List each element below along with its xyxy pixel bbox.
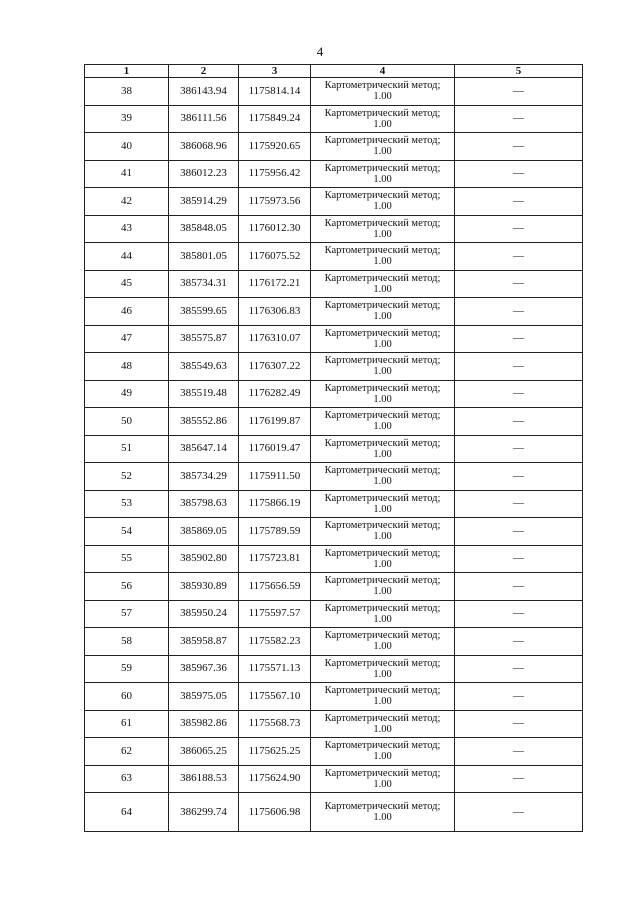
note-dash: —	[513, 634, 524, 647]
note-cell	[455, 573, 583, 601]
column-header: 1	[85, 65, 169, 78]
point-number-cell: 63	[85, 765, 169, 793]
table-row	[85, 435, 583, 463]
method-text: Картометрический метод;	[324, 107, 441, 119]
method-text: Картометрический метод;	[324, 630, 441, 642]
method-text: Картометрический метод;	[324, 300, 441, 312]
note-cell	[455, 160, 583, 188]
table-row	[85, 793, 583, 832]
note-dash: —	[513, 772, 524, 785]
accuracy-text: 1.00	[373, 338, 392, 350]
point-number-cell: 42	[85, 188, 169, 216]
table-row	[85, 270, 583, 298]
x-coordinate-cell: 385914.29	[169, 188, 239, 216]
note-dash: —	[513, 469, 524, 482]
table-row	[85, 353, 583, 381]
point-number-cell: 44	[85, 243, 169, 271]
method-text: Картометрический метод;	[324, 657, 441, 669]
method-cell	[311, 545, 455, 573]
method-cell	[311, 435, 455, 463]
note-cell	[455, 490, 583, 518]
note-cell	[455, 710, 583, 738]
note-cell	[455, 78, 583, 106]
method-cell	[311, 78, 455, 106]
x-coordinate-cell: 385902.80	[169, 545, 239, 573]
note-cell	[455, 188, 583, 216]
method-cell	[311, 628, 455, 656]
point-number-cell: 40	[85, 133, 169, 161]
method-text: Картометрический метод;	[324, 712, 441, 724]
y-coordinate-cell: 1175625.25	[239, 738, 311, 766]
y-coordinate-cell: 1175582.23	[239, 628, 311, 656]
method-text: Картометрический метод;	[324, 437, 441, 449]
y-coordinate-cell: 1175624.90	[239, 765, 311, 793]
y-coordinate-cell: 1175656.59	[239, 573, 311, 601]
note-cell	[455, 408, 583, 436]
accuracy-text: 1.00	[373, 778, 392, 790]
point-number-cell: 64	[85, 793, 169, 832]
y-coordinate-cell: 1175568.73	[239, 710, 311, 738]
point-number-cell: 48	[85, 353, 169, 381]
method-cell	[311, 380, 455, 408]
point-number-cell: 51	[85, 435, 169, 463]
point-number-cell: 62	[85, 738, 169, 766]
note-dash: —	[513, 607, 524, 620]
point-number-cell: 52	[85, 463, 169, 491]
note-dash: —	[513, 552, 524, 565]
accuracy-text: 1.00	[373, 201, 392, 213]
table-header-row	[85, 65, 583, 78]
note-cell	[455, 628, 583, 656]
note-dash: —	[513, 662, 524, 675]
table-row	[85, 545, 583, 573]
method-text: Картометрический метод;	[324, 767, 441, 779]
accuracy-text: 1.00	[373, 586, 392, 598]
note-dash: —	[513, 194, 524, 207]
method-text: Картометрический метод;	[324, 492, 441, 504]
y-coordinate-cell: 1175956.42	[239, 160, 311, 188]
y-coordinate-cell: 1175920.65	[239, 133, 311, 161]
accuracy-text: 1.00	[373, 173, 392, 185]
method-text: Картометрический метод;	[324, 355, 441, 367]
note-dash: —	[513, 304, 524, 317]
accuracy-text: 1.00	[373, 668, 392, 680]
table-row	[85, 325, 583, 353]
method-cell	[311, 793, 455, 832]
table-row	[85, 628, 583, 656]
note-cell	[455, 738, 583, 766]
method-cell	[311, 188, 455, 216]
note-dash: —	[513, 249, 524, 262]
table-row	[85, 408, 583, 436]
method-text: Картометрический метод;	[324, 162, 441, 174]
y-coordinate-cell: 1175571.13	[239, 655, 311, 683]
y-coordinate-cell: 1175789.59	[239, 518, 311, 546]
note-cell	[455, 463, 583, 491]
accuracy-text: 1.00	[373, 751, 392, 763]
y-coordinate-cell: 1176019.47	[239, 435, 311, 463]
table-row	[85, 518, 583, 546]
point-number-cell: 53	[85, 490, 169, 518]
method-cell	[311, 325, 455, 353]
x-coordinate-cell: 386012.23	[169, 160, 239, 188]
x-coordinate-cell: 385982.86	[169, 710, 239, 738]
x-coordinate-cell: 385599.65	[169, 298, 239, 326]
point-number-cell: 61	[85, 710, 169, 738]
y-coordinate-cell: 1175849.24	[239, 105, 311, 133]
accuracy-text: 1.00	[373, 118, 392, 130]
table-row	[85, 105, 583, 133]
x-coordinate-cell: 385798.63	[169, 490, 239, 518]
method-cell	[311, 710, 455, 738]
x-coordinate-cell: 385950.24	[169, 600, 239, 628]
column-header: 4	[311, 65, 455, 78]
table-row	[85, 380, 583, 408]
note-dash: —	[513, 717, 524, 730]
y-coordinate-cell: 1176012.30	[239, 215, 311, 243]
method-cell	[311, 463, 455, 491]
note-cell	[455, 380, 583, 408]
y-coordinate-cell: 1176075.52	[239, 243, 311, 271]
method-cell	[311, 573, 455, 601]
method-text: Картометрический метод;	[324, 801, 441, 812]
x-coordinate-cell: 386068.96	[169, 133, 239, 161]
table-row	[85, 655, 583, 683]
y-coordinate-cell: 1175723.81	[239, 545, 311, 573]
method-cell	[311, 600, 455, 628]
accuracy-text: 1.00	[373, 91, 392, 103]
point-number-cell: 41	[85, 160, 169, 188]
point-number-cell: 55	[85, 545, 169, 573]
column-header: 5	[455, 65, 583, 78]
note-cell	[455, 298, 583, 326]
note-cell	[455, 765, 583, 793]
note-cell	[455, 215, 583, 243]
method-cell	[311, 518, 455, 546]
accuracy-text: 1.00	[373, 393, 392, 405]
table-row	[85, 188, 583, 216]
note-dash: —	[513, 497, 524, 510]
x-coordinate-cell: 386143.94	[169, 78, 239, 106]
point-number-cell: 39	[85, 105, 169, 133]
method-text: Картометрический метод;	[324, 382, 441, 394]
method-cell	[311, 408, 455, 436]
method-text: Картометрический метод;	[324, 135, 441, 147]
y-coordinate-cell: 1175973.56	[239, 188, 311, 216]
note-dash: —	[513, 414, 524, 427]
y-coordinate-cell: 1176199.87	[239, 408, 311, 436]
note-dash: —	[513, 744, 524, 757]
point-number-cell: 56	[85, 573, 169, 601]
note-dash: —	[513, 222, 524, 235]
method-text: Картометрический метод;	[324, 272, 441, 284]
method-text: Картометрический метод;	[324, 465, 441, 477]
point-number-cell: 38	[85, 78, 169, 106]
method-cell	[311, 490, 455, 518]
point-number-cell: 46	[85, 298, 169, 326]
note-dash: —	[513, 167, 524, 180]
accuracy-text: 1.00	[373, 146, 392, 158]
note-cell	[455, 518, 583, 546]
point-number-cell: 43	[85, 215, 169, 243]
accuracy-text: 1.00	[373, 283, 392, 295]
x-coordinate-cell: 385734.31	[169, 270, 239, 298]
note-cell	[455, 325, 583, 353]
note-dash: —	[513, 579, 524, 592]
method-cell	[311, 133, 455, 161]
y-coordinate-cell: 1176306.83	[239, 298, 311, 326]
note-dash: —	[513, 332, 524, 345]
x-coordinate-cell: 385958.87	[169, 628, 239, 656]
table-row	[85, 710, 583, 738]
method-text: Картометрический метод;	[324, 520, 441, 532]
x-coordinate-cell: 385552.86	[169, 408, 239, 436]
point-number-cell: 50	[85, 408, 169, 436]
accuracy-text: 1.00	[373, 613, 392, 625]
note-dash: —	[513, 442, 524, 455]
column-header: 2	[169, 65, 239, 78]
x-coordinate-cell: 385930.89	[169, 573, 239, 601]
x-coordinate-cell: 385549.63	[169, 353, 239, 381]
note-dash: —	[513, 805, 524, 818]
accuracy-text: 1.00	[373, 366, 392, 378]
method-cell	[311, 683, 455, 711]
note-dash: —	[513, 84, 524, 97]
table-row	[85, 573, 583, 601]
accuracy-text: 1.00	[373, 448, 392, 460]
method-cell	[311, 765, 455, 793]
accuracy-text: 1.00	[373, 531, 392, 543]
accuracy-text: 1.00	[373, 476, 392, 488]
note-dash: —	[513, 387, 524, 400]
y-coordinate-cell: 1175567.10	[239, 683, 311, 711]
x-coordinate-cell: 385975.05	[169, 683, 239, 711]
method-text: Картометрический метод;	[324, 327, 441, 339]
note-cell	[455, 353, 583, 381]
x-coordinate-cell: 385647.14	[169, 435, 239, 463]
method-text: Картометрический метод;	[324, 575, 441, 587]
note-cell	[455, 133, 583, 161]
accuracy-text: 1.00	[373, 723, 392, 735]
note-cell	[455, 793, 583, 832]
x-coordinate-cell: 385801.05	[169, 243, 239, 271]
y-coordinate-cell: 1175814.14	[239, 78, 311, 106]
accuracy-text: 1.00	[373, 228, 392, 240]
point-number-cell: 47	[85, 325, 169, 353]
note-dash: —	[513, 359, 524, 372]
method-text: Картометрический метод;	[324, 740, 441, 752]
point-number-cell: 60	[85, 683, 169, 711]
point-number-cell: 54	[85, 518, 169, 546]
y-coordinate-cell: 1175597.57	[239, 600, 311, 628]
method-cell	[311, 655, 455, 683]
accuracy-text: 1.00	[373, 641, 392, 653]
method-cell	[311, 160, 455, 188]
point-number-cell: 59	[85, 655, 169, 683]
method-text: Картометрический метод;	[324, 410, 441, 422]
note-dash: —	[513, 277, 524, 290]
table-row	[85, 78, 583, 106]
x-coordinate-cell: 386111.56	[169, 105, 239, 133]
method-text: Картометрический метод;	[324, 245, 441, 257]
table-row	[85, 600, 583, 628]
y-coordinate-cell: 1175866.19	[239, 490, 311, 518]
x-coordinate-cell: 386299.74	[169, 793, 239, 832]
note-dash: —	[513, 139, 524, 152]
table-row	[85, 463, 583, 491]
point-number-cell: 49	[85, 380, 169, 408]
accuracy-text: 1.00	[373, 696, 392, 708]
x-coordinate-cell: 385967.36	[169, 655, 239, 683]
table-row	[85, 490, 583, 518]
x-coordinate-cell: 385519.48	[169, 380, 239, 408]
accuracy-text: 1.00	[373, 421, 392, 433]
x-coordinate-cell: 386065.25	[169, 738, 239, 766]
y-coordinate-cell: 1176307.22	[239, 353, 311, 381]
accuracy-text: 1.00	[373, 812, 392, 823]
method-text: Картометрический метод;	[324, 602, 441, 614]
method-cell	[311, 105, 455, 133]
point-number-cell: 57	[85, 600, 169, 628]
note-cell	[455, 655, 583, 683]
note-cell	[455, 545, 583, 573]
table-row	[85, 738, 583, 766]
method-text: Картометрический метод;	[324, 547, 441, 559]
table-body	[85, 78, 583, 832]
accuracy-text: 1.00	[373, 311, 392, 323]
point-number-cell: 58	[85, 628, 169, 656]
note-cell	[455, 683, 583, 711]
x-coordinate-cell: 385575.87	[169, 325, 239, 353]
method-text: Картометрический метод;	[324, 190, 441, 202]
note-dash: —	[513, 112, 524, 125]
coordinates-table	[84, 64, 583, 832]
method-text: Картометрический метод;	[324, 685, 441, 697]
x-coordinate-cell: 385734.29	[169, 463, 239, 491]
method-cell	[311, 738, 455, 766]
x-coordinate-cell: 385848.05	[169, 215, 239, 243]
method-text: Картометрический метод;	[324, 80, 441, 92]
accuracy-text: 1.00	[373, 256, 392, 268]
accuracy-text: 1.00	[373, 558, 392, 570]
x-coordinate-cell: 385869.05	[169, 518, 239, 546]
y-coordinate-cell: 1176172.21	[239, 270, 311, 298]
y-coordinate-cell: 1176310.07	[239, 325, 311, 353]
method-cell	[311, 270, 455, 298]
method-cell	[311, 215, 455, 243]
x-coordinate-cell: 386188.53	[169, 765, 239, 793]
table-row	[85, 133, 583, 161]
accuracy-text: 1.00	[373, 503, 392, 515]
note-dash: —	[513, 524, 524, 537]
method-text: Картометрический метод;	[324, 217, 441, 229]
table-row	[85, 160, 583, 188]
note-cell	[455, 600, 583, 628]
table-row	[85, 298, 583, 326]
table-row	[85, 243, 583, 271]
table-row	[85, 765, 583, 793]
table-row	[85, 215, 583, 243]
note-dash: —	[513, 689, 524, 702]
point-number-cell: 45	[85, 270, 169, 298]
method-cell	[311, 298, 455, 326]
method-cell	[311, 243, 455, 271]
page-number: 4	[316, 44, 324, 59]
y-coordinate-cell: 1175911.50	[239, 463, 311, 491]
table-row	[85, 683, 583, 711]
note-cell	[455, 435, 583, 463]
note-cell	[455, 243, 583, 271]
column-header: 3	[239, 65, 311, 78]
note-cell	[455, 270, 583, 298]
y-coordinate-cell: 1175606.98	[239, 793, 311, 832]
note-cell	[455, 105, 583, 133]
y-coordinate-cell: 1176282.49	[239, 380, 311, 408]
method-cell	[311, 353, 455, 381]
